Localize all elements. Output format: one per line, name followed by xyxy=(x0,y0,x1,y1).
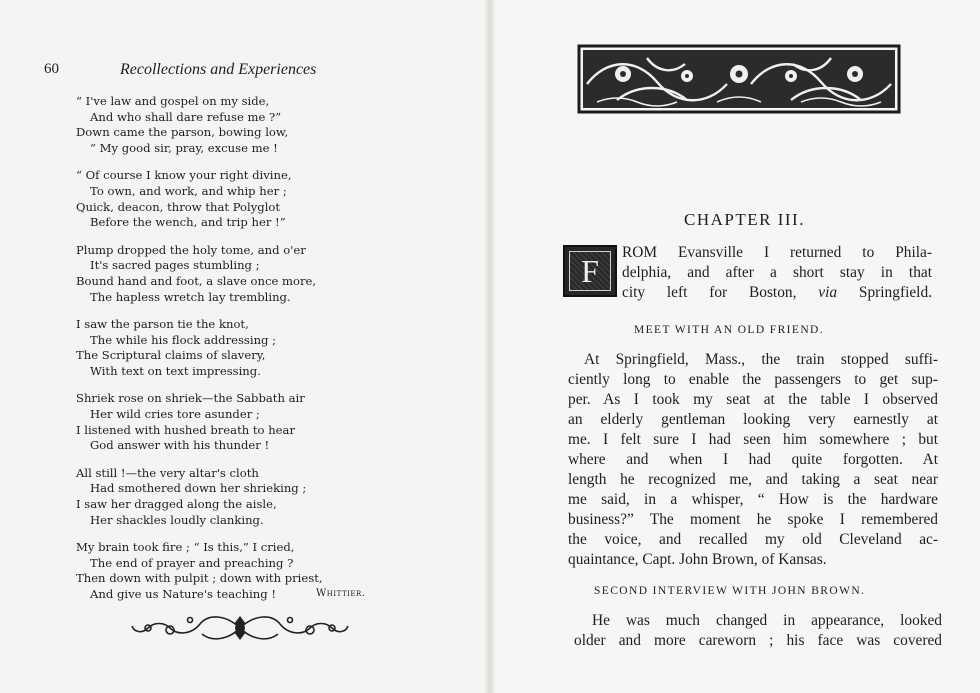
page-number: 60 xyxy=(44,61,59,77)
tailpiece-ornament xyxy=(130,610,350,646)
poem-line: Then down with pulpit ; down with priest, xyxy=(76,571,323,586)
poem xyxy=(72,94,392,603)
poem-line: Shriek rose on shriek—the Sabbath air xyxy=(76,391,305,406)
section-subheading: SECOND INTERVIEW WITH JOHN BROWN. xyxy=(594,585,866,597)
poem-stanza xyxy=(72,243,392,306)
paragraph-opening xyxy=(622,243,932,303)
poem-line: My brain took fire ; “ Is this,” I cried, xyxy=(76,539,295,554)
poem-line: And give us Nature's teaching ! xyxy=(90,586,277,601)
poem-line: Down came the parson, bowing low, xyxy=(76,125,289,140)
poem-line: “ Of course I know your right divine, xyxy=(76,168,292,183)
paragraph-brown xyxy=(574,611,942,651)
text-line: At Springfield, Mass., the train stopped suffi- xyxy=(584,351,938,368)
poem-stanza xyxy=(72,391,392,454)
text-line: where and when I had quite forgotten. At xyxy=(568,451,938,468)
poem-line: Bound hand and foot, a slave once more, xyxy=(76,274,317,289)
drop-cap xyxy=(563,245,617,297)
text-line: ROM Evansville I returned to Phila- xyxy=(622,244,932,261)
poem-stanza xyxy=(72,94,392,157)
text-line: an elderly gentleman looking very earnestly at xyxy=(568,411,938,428)
poem-line: I listened with hushed breath to hear xyxy=(76,422,296,437)
poem-line: Her shackles loudly clanking. xyxy=(90,512,264,527)
text-line: He was much changed in appearance, looked xyxy=(592,612,942,629)
poem-line: It's sacred pages stumbling ; xyxy=(90,258,260,273)
paragraph-springfield xyxy=(568,350,938,570)
text-line: delphia, and after a short stay in that xyxy=(622,264,932,281)
chapter-headpiece-ornament xyxy=(577,44,901,114)
poem-line: With text on text impressing. xyxy=(90,364,261,379)
poem-line: And who shall dare refuse me ?” xyxy=(90,109,282,124)
poem-stanza xyxy=(72,168,392,231)
poem-line: To own, and work, and whip her ; xyxy=(90,184,287,199)
poem-line: Her wild cries tore asunder ; xyxy=(90,406,260,421)
poem-line: I saw the parson tie the knot, xyxy=(76,316,249,331)
poem-stanza xyxy=(72,317,392,380)
text-line: older and more careworn ; his face was covered xyxy=(574,632,942,649)
text-line: the voice, and recalled my old Cleveland ac- xyxy=(568,531,938,548)
poem-line: Quick, deacon, throw that Polyglot xyxy=(76,199,281,214)
poem-line: “ My good sir, pray, excuse me ! xyxy=(90,141,278,156)
poem-line: The Scriptural claims of slavery, xyxy=(76,348,266,363)
poem-line: I saw her dragged along the aisle, xyxy=(76,496,277,511)
drop-cap-letter: F xyxy=(569,251,611,291)
poem-line: God answer with his thunder ! xyxy=(90,438,270,453)
text-line: per. As I took my seat at the table I observed xyxy=(568,391,938,408)
poem-line: The hapless wretch lay trembling. xyxy=(90,289,291,304)
poem-stanza xyxy=(72,466,392,529)
text-line: me. I felt sure I had seen him somewhere ; but xyxy=(568,431,938,448)
poem-line: Plump dropped the holy tome, and o'er xyxy=(76,242,306,257)
text-line: ciently long to enable the passengers to get sup- xyxy=(568,371,938,388)
section-subheading: MEET WITH AN OLD FRIEND. xyxy=(634,324,825,336)
poem-line: The while his flock addressing ; xyxy=(90,332,277,347)
text-line: quaintance, Capt. John Brown, of Kansas. xyxy=(568,551,827,568)
poem-line: The end of prayer and preaching ? xyxy=(90,555,294,570)
poem-line: Had smothered down her shrieking ; xyxy=(90,481,307,496)
book-gutter xyxy=(484,0,496,693)
text-line: business?” The moment he spoke I remembered xyxy=(568,511,938,528)
running-head: Recollections and Experiences xyxy=(120,61,317,78)
poem-line: Before the wench, and trip her !” xyxy=(90,215,286,230)
poem-attribution: Whittier. xyxy=(316,588,366,599)
chapter-title: CHAPTER III. xyxy=(684,210,805,229)
text-line: me said, in a whisper, “ How is the hardware xyxy=(568,491,938,508)
poem-line: “ I've law and gospel on my side, xyxy=(76,94,270,108)
poem-line: All still !—the very altar's cloth xyxy=(76,465,259,480)
text-line: length he recognized me, and taking a seat near xyxy=(568,471,938,488)
text-line: city left for Boston, via Springfield. xyxy=(622,284,932,301)
